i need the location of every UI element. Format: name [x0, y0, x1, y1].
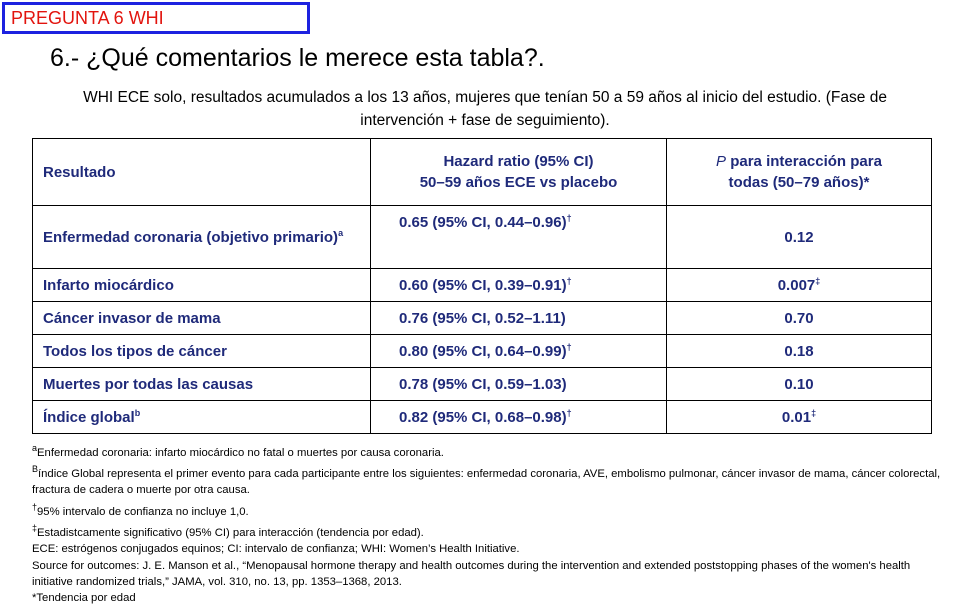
- p-cell: 0.10: [667, 368, 932, 401]
- table-row: [33, 335, 932, 368]
- header-p-italic: P: [716, 153, 727, 170]
- footnote-trend: *Tendencia por edad: [32, 592, 136, 605]
- footnote-source: Source for outcomes: J. E. Manson et al., “Menopausal hormone therapy and health outcomes during the intervention and extended poststopping phases of the women's health initiative randomized trials,” JAMA, vol. 310, no. 13, pp. 1353–1368, 2013.: [32, 559, 911, 588]
- header-hr-line2: 50–59 años ECE vs placebo: [419, 174, 618, 191]
- hr-cell: 0.60 (95% CI, 0.39–0.91)†: [371, 269, 667, 302]
- slide-subtitle: WHI ECE solo, resultados acumulados a los 13 años, mujeres que tenían 50 a 59 años al inicio del estudio. (Fase de intervención + fase de seguimiento).: [83, 89, 887, 129]
- p-cell: 0.01‡: [667, 401, 932, 434]
- footnote-b: $^B$índice Global representa el primer evento para cada participante entre los siguientes: enfermedad coronaria, AVE, embolismo pulmonar, cáncer invasor de mama, cáncer colorectal, fractura de cadera o muerte por otra causa.: [32, 464, 941, 497]
- p-cell: 0.12: [667, 206, 932, 269]
- table-row: [33, 269, 932, 302]
- p-cell: 0.70: [667, 302, 932, 335]
- slide-title: 6.- ¿Qué comentarios le merece esta tabla?.: [50, 44, 545, 72]
- outcome-cell: Infarto miocárdico: [33, 269, 371, 302]
- p-cell: 0.18: [667, 335, 932, 368]
- table-row: [33, 401, 932, 434]
- outcome-cell: Índice global$^b$: [33, 401, 371, 434]
- outcome-cell: Todos los tipos de cáncer: [33, 335, 371, 368]
- p-cell: 0.007‡: [667, 269, 932, 302]
- question-tag: PREGUNTA 6 WHI: [2, 2, 310, 34]
- table-row: [33, 368, 932, 401]
- header-p-line1: para interacción para: [726, 153, 882, 170]
- header-p-interaction: [667, 139, 932, 206]
- hr-cell: 0.76 (95% CI, 0.52–1.11): [371, 302, 667, 335]
- hr-cell: 0.65 (95% CI, 0.44–0.96)†: [371, 206, 667, 269]
- footnote-a: $^a$Enfermedad coronaria: infarto miocárdico no fatal o muertes por causa coronaria.: [32, 443, 444, 459]
- header-hr-line1: Hazard ratio (95% CI): [443, 153, 594, 170]
- footnote-dagger: †95% intervalo de confianza no incluye 1,0.: [32, 501, 249, 518]
- outcome-cell: Cáncer invasor de mama: [33, 302, 371, 335]
- table-row: [33, 302, 932, 335]
- header-p-line2: todas (50–79 años)*: [728, 174, 870, 191]
- header-outcome: Resultado: [33, 139, 371, 206]
- hr-cell: 0.82 (95% CI, 0.68–0.98)†: [371, 401, 667, 434]
- table-row: [33, 206, 932, 269]
- outcome-cell: Enfermedad coronaria (objetivo primario)$^a$: [33, 206, 371, 269]
- footnotes: [32, 440, 942, 607]
- header-hazard-ratio: [371, 139, 667, 206]
- footnote-double-dagger: ‡Estadistcamente significativo (95% CI) para interacción (tendencia por edad).: [32, 522, 424, 539]
- hr-cell: 0.80 (95% CI, 0.64–0.99)†: [371, 335, 667, 368]
- hr-cell: 0.78 (95% CI, 0.59–1.03): [371, 368, 667, 401]
- footnote-abbreviations: ECE: estrógenos conjugados equinos; CI: intervalo de confianza; WHI: Women’s Health Initiative.: [32, 543, 520, 556]
- table-header-row: [33, 139, 932, 206]
- outcome-cell: Muertes por todas las causas: [33, 368, 371, 401]
- results-table: [32, 138, 932, 434]
